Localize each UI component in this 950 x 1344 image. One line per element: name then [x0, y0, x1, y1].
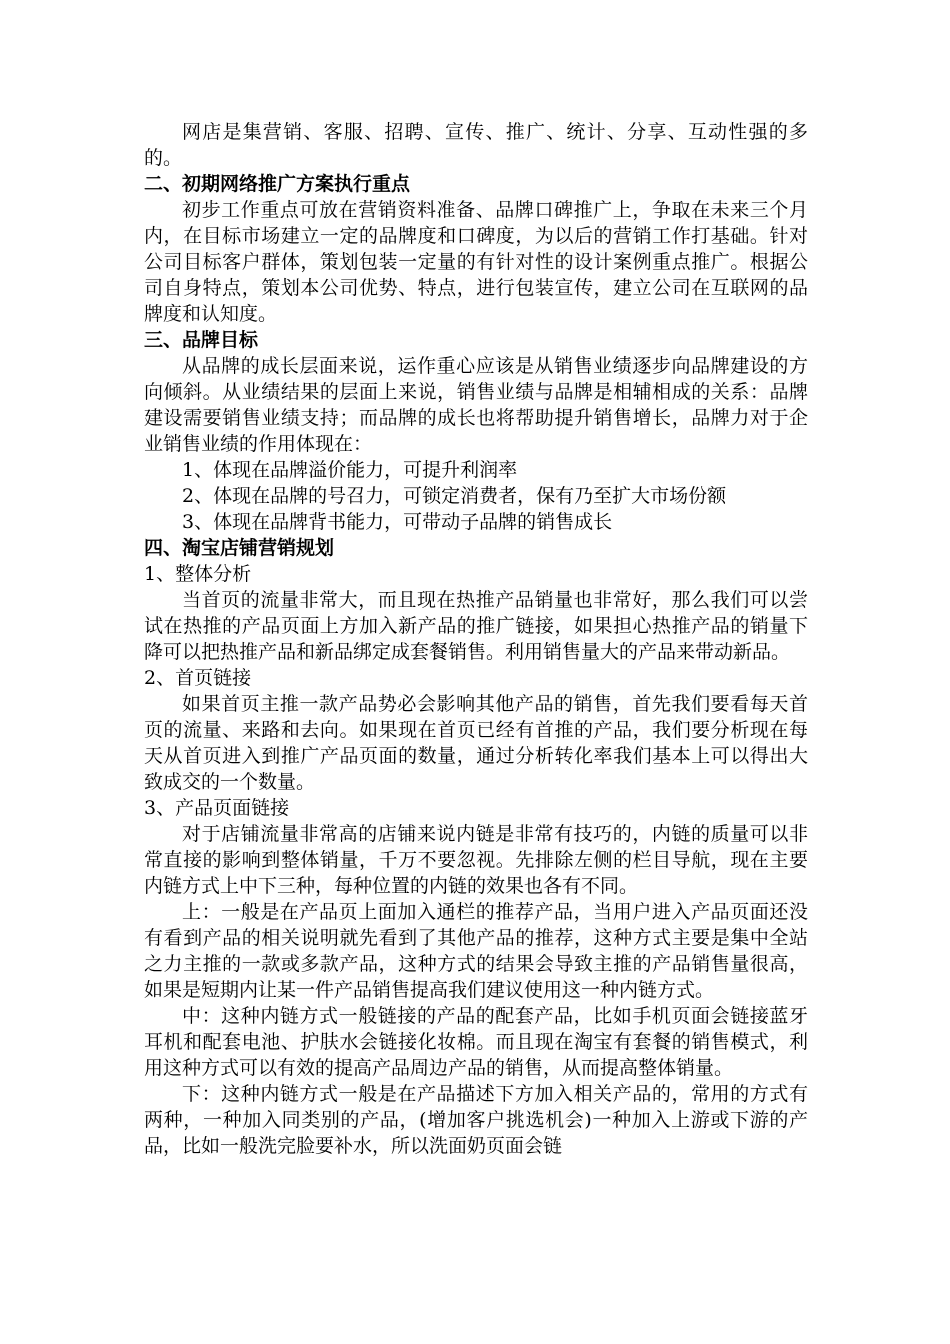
subsection-3-heading: 3、产品页面链接 — [144, 797, 290, 819]
section-2-heading: 二、初期网络推广方案执行重点 — [144, 173, 411, 195]
brand-goal-item: 2、体现在品牌的号召力，可锁定消费者，保有乃至扩大市场份额 — [182, 485, 727, 507]
middle-link-paragraph: 中：这种内链方式一般链接的产品的配套产品，比如手机页面会链接蓝牙耳机和配套电池、护肤水会链接化妆棉。而且现在淘宝有套餐的销售模式，利用这种方式可以有效的提高产品周边产品的销售，从而提高整体销量。 — [144, 1005, 808, 1079]
upper-link-paragraph: 上：一般是在产品页上面加入通栏的推荐产品，当用户进入产品页面还没有看到产品的相关说明就先看到了其他产品的推荐，这种方式主要是集中全站之力主推的一款或多款产品，这种方式的结果会导致主推的产品销售量很高，如果是短期内让某一件产品销售提高我们建议使用这一种内链方式。 — [144, 901, 808, 1001]
brand-goal-item: 3、体现在品牌背书能力，可带动子品牌的销售成长 — [182, 511, 613, 533]
document-body — [144, 119, 808, 1159]
subsection-3-paragraph: 对于店铺流量非常高的店铺来说内链是非常有技巧的，内链的质量可以非常直接的影响到整体销量，千万不要忽视。先排除左侧的栏目导航，现在主要内链方式上中下三种，每种位置的内链的效果也各有不同。 — [144, 823, 808, 897]
section-2-paragraph: 初步工作重点可放在营销资料准备、品牌口碑推广上，争取在未来三个月内，在目标市场建立一定的品牌度和口碑度，为以后的营销工作打基础。针对公司目标客户群体，策划包装一定量的有针对性的设计案例重点推广。根据公司自身特点，策划本公司优势、特点，进行包装宣传，建立公司在互联网的品牌度和认知度。 — [144, 199, 808, 325]
subsection-1-paragraph: 当首页的流量非常大，而且现在热推产品销量也非常好，那么我们可以尝试在热推的产品页面上方加入新产品的推广链接，如果担心热推产品的销量下降可以把热推产品和新品绑定成套餐销售。利用销售量大的产品来带动新品。 — [144, 589, 808, 663]
section-3-heading: 三、品牌目标 — [144, 329, 259, 351]
intro-paragraph: 网店是集营销、客服、招聘、宣传、推广、统计、分享、互动性强的多的。 — [144, 121, 808, 169]
lower-link-paragraph: 下：这种内链方式一般是在产品描述下方加入相关产品的，常用的方式有两种，一种加入同类别的产品，(增加客户挑选机会)一种加入上游或下游的产品，比如一般洗完脸要补水，所以洗面奶页面会链 — [144, 1083, 808, 1157]
brand-goal-item: 1、体现在品牌溢价能力，可提升利润率 — [182, 459, 518, 481]
subsection-2-heading: 2、首页链接 — [144, 667, 252, 689]
section-3-paragraph: 从品牌的成长层面来说，运作重心应该是从销售业绩逐步向品牌建设的方向倾斜。从业绩结果的层面上来说，销售业绩与品牌是相辅相成的关系：品牌建设需要销售业绩支持；而品牌的成长也将帮助提升销售增长，品牌力对于企业销售业绩的作用体现在： — [144, 355, 808, 455]
section-4-heading: 四、淘宝店铺营销规划 — [144, 537, 335, 559]
subsection-1-heading: 1、整体分析 — [144, 563, 252, 585]
subsection-2-paragraph: 如果首页主推一款产品势必会影响其他产品的销售，首先我们要看每天首页的流量、来路和去向。如果现在首页已经有首推的产品，我们要分析现在每天从首页进入到推广产品页面的数量，通过分析转化率我们基本上可以得出大致成交的一个数量。 — [144, 693, 808, 793]
